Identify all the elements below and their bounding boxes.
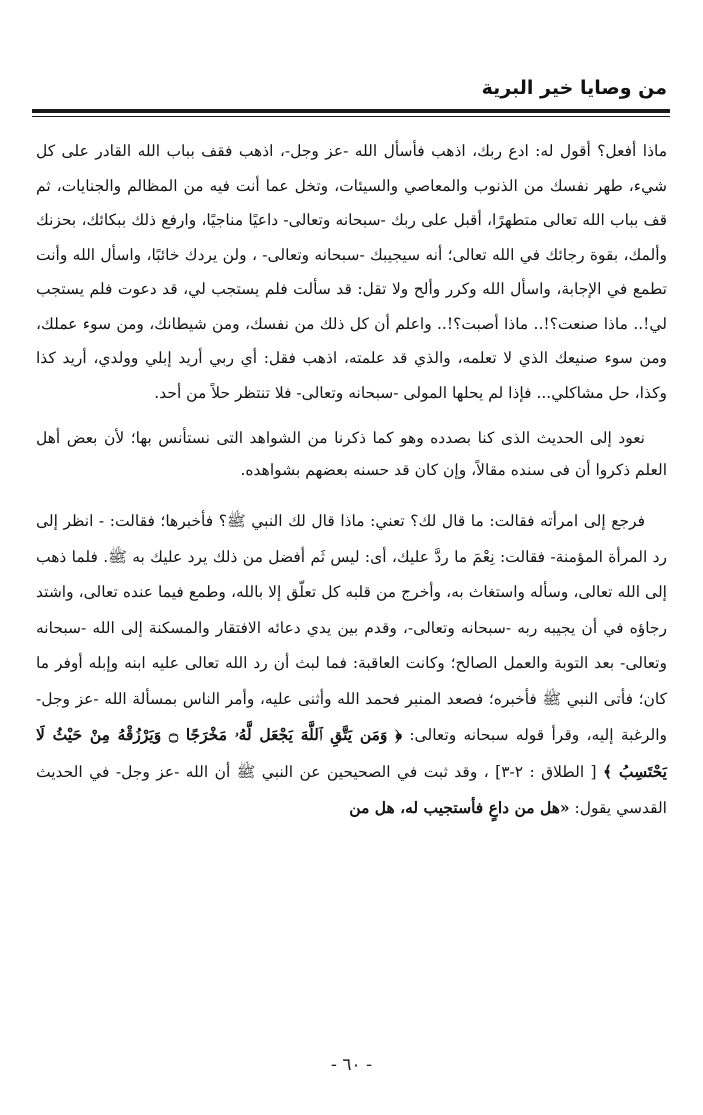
header-rule-thin bbox=[32, 116, 670, 117]
paragraph-3-intro: فرجع إلى امرأته فقالت: ما قال لك؟ تعني: ماذا قال لك النبي ﷺ؟ فأخبرها؛ فقالت: - انظر إلى رد المرأة المؤمنة- فقالت: نِعْمَ ما ردَّ عليك، أى: ليس ثَم أفضل من ذلك يرد عليك به ﷺ. فلما ذهب إلى الله تعالى، وسأله واستغاث به، وأخرج من قلبه كل تعلّق إلا بالله، وطمع فيما عنده تعالى، واشتد رجاؤه في أن يجيبه ربه -سبحانه وتعالى-، وقدم بين يدي دعائه الافتقار والمسكنة إلى الله -سبحانه وتعالى- بعد التوبة والعمل الصالح؛ وكانت العاقبة: فما لبث أن رد الله تعالى عليه ابنه وإبله أوفر ما كان؛ فأتى النبي ﷺ فأخبره؛ فصعد المنبر فحمد الله وأثنى عليه، وأمر الناس بمسألة الله -عز وجل- والرغبة إليه، وقرأ قوله سبحانه وتعالى: bbox=[36, 512, 667, 744]
verse-reference: [ الطلاق : ٢-٣] ، وقد ثبت في الصحيحين عن النبي ﷺ أن الله -عز وجل- في الحديث القدسي يقول: bbox=[36, 762, 667, 817]
running-header-title: من وصايا خير البرية bbox=[481, 77, 667, 99]
header-rule-thick bbox=[32, 109, 670, 113]
paragraph-2: نعود إلى الحديث الذى كنا بصدده وهو كما ذكرنا من الشواهد التى نستأنس بها؛ لأن بعض أهل العلم ذكروا أن فى سنده مقالاً، وإن كان قد حسنه بعضهم بشواهده. bbox=[36, 429, 667, 479]
page-number: - ٦٠ - bbox=[330, 1055, 373, 1075]
hadith-quote: «هل من داعٍ فأستجيب له، هل من bbox=[349, 798, 570, 817]
body-text bbox=[36, 134, 667, 827]
paragraph-1: ماذا أفعل؟ أقول له: ادع ربك، اذهب فأسأل الله -عز وجل-، اذهب فقف بباب الله القادر على كل شيء، طهر نفسك من الذنوب والمعاصي والسيئات، وتخل عما أنت فيه من المظالم والجنايات، ثم قف بباب الله تعالى متطهرًا، أقبل على ربك -سبحانه وتعالى- داعيًا مناجيًا، وارفع ذلك ببكائك، بحزنك وألمك، بقوة رجائك في الله تعالى؛ أنه سيجيبك -سبحانه وتعالى- ، ولن يردك خائبًا، واسأل الله وأنت تطمع في الإجابة، واسأل الله وكرر وألح ولا تقل: قد سألت فلم يستجب لي، قد دعوت فلم يستجب لي!.. ماذا صنعت؟!.. ماذا أصبت؟!.. واعلم أن كل ذلك من نفسك، ومن شيطانك، ومن سوء عملك، ومن سوء صنيعك الذي لا تعلمه، والذي قد علمته، اذهب فقل: أي ربي أريد إبلي وولدي، أريد كذا وكذا، حل مشاكلي... فإذا لم يحلها المولى -سبحانه وتعالى- فلا تنتظر حلاً من أحد. bbox=[36, 142, 667, 402]
paragraph-3 bbox=[36, 504, 667, 827]
quran-verse: ﴿ وَمَن يَتَّقِ ٱللَّهَ يَجْعَل لَّهُۥ مَخْرَجًا ۝ وَيَرْزُقْهُ مِنْ حَيْثُ لَا يَحْتَسِبُ ﴾ bbox=[36, 725, 667, 781]
